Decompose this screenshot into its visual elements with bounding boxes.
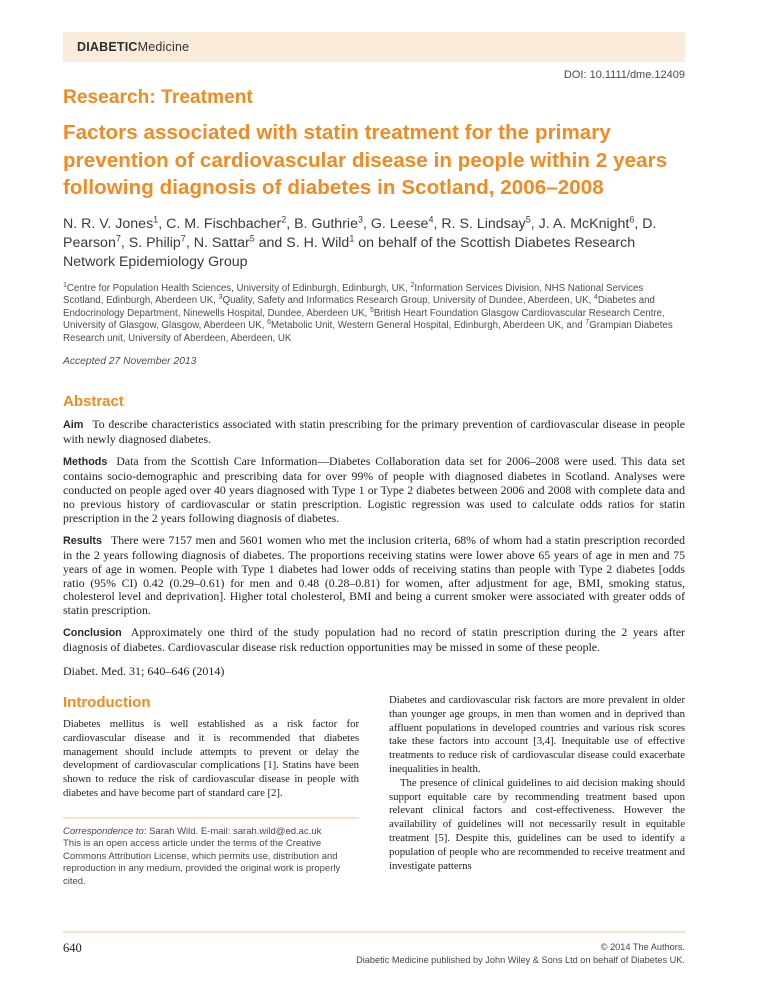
introduction-paragraph: Diabetes mellitus is well established as a risk factor for cardiovascular disease and it is recommended that diabetes management should include attempts to prevent or delay the development of cardiovascular complications [1]. Statins have been shown to reduce the risk of cardiovascular disease in people with diabetes and have become part of standard care [2]. bbox=[63, 718, 359, 800]
copyright-line-1: © 2014 The Authors. bbox=[600, 942, 685, 953]
introduction-heading: Introduction bbox=[63, 694, 151, 712]
correspondence-block bbox=[63, 817, 359, 888]
right-column bbox=[389, 692, 685, 888]
open-access-note: This is an open access article under the terms of the Creative Commons Attribution License, which permits use, distribution and reproduction in any medium, provided the original work is properly cited. bbox=[63, 838, 341, 887]
abstract-paragraph: Conclusion Approximately one third of the study population had no record of statin prescription during the 2 years after diagnosis of diabetes. Cardiovascular disease risk reduction opportunities may be missed in some of these people. bbox=[63, 625, 685, 655]
body-paragraph: Diabetes and cardiovascular risk factors are more prevalent in older than younger age groups, in men than women and in deprived than affluent populations in developed countries and various risk scores take these factors into account [3,4]. Inequitable use of effective treatments to reduce risk of cardiovascular disease could exacerbate inequalities in health. bbox=[389, 694, 685, 776]
author-line: N. R. V. Jones$^1$, C. M. Fischbacher$^2$, B. Guthrie$^3$, G. Leese$^4$, R. S. Lindsay$^5$, J. A. McKnight$^6$, D. Pearson$^7$, S. Philip$^7$, N. Sattar$^5$ and S. H. Wild$^1$ on behalf of the Scottish Diabetes Research Network Epidemiology Group bbox=[63, 213, 657, 270]
left-column bbox=[63, 692, 359, 888]
journal-citation: Diabet. Med. 31; 640–646 (2014) bbox=[63, 664, 225, 679]
abstract-paragraph: Results There were 7157 men and 5601 women who met the inclusion criteria, 68% of whom had a statin prescription recorded in the 2 years following diagnosis of diabetes. The proportions receiving statins were lower above 65 years of age in men and 75 years of age in women. People with Type 1 diabetes had lower odds of receiving statins than people with Type 2 diabetes [odds ratio (95% CI) 0.42 (0.29–0.61) for men and 0.48 (0.28–0.81) for women, after adjustment for age, BMI, smoking status, cholesterol level and deprivation]. Higher total cholesterol, BMI and being a current smoker were associated with greater odds of statin prescription. bbox=[63, 532, 685, 618]
copyright-notice bbox=[356, 941, 685, 966]
doi: DOI: 10.1111/dme.12409 bbox=[563, 69, 685, 81]
masthead-bar bbox=[63, 32, 685, 62]
affiliations: $^1$Centre for Population Health Sciences, University of Edinburgh, Edinburgh, UK, $^2$Information Services Division, NHS National Services Scotland, Edinburgh, Aberdeen UK, $^3$Quality, Safety and Informatics Research Group, University of Dundee, Aberdeen, UK, $^4$Diabetes and Endocrinology Department, Ninewells Hospital, Dundee, Aberdeen UK, $^5$British Heart Foundation Glasgow Cardiovascular Research Centre, University of Glasgow, Glasgow, Aberdeen UK, $^6$Metabolic Unit, Western General Hospital, Edinburgh, Aberdeen UK, and $^7$Grampian Diabetes Research unit, University of Aberdeen, Aberdeen, UK bbox=[63, 281, 673, 344]
journal-logo-regular: Medicine bbox=[137, 40, 190, 54]
abstract-section-label: Results bbox=[63, 534, 103, 547]
page-footer bbox=[63, 931, 685, 966]
abstract-section-label: Aim bbox=[63, 419, 84, 432]
accepted-date: Accepted 27 November 2013 bbox=[63, 356, 197, 368]
page-number: 640 bbox=[63, 941, 82, 956]
two-column-section bbox=[63, 692, 685, 888]
body-paragraph: The presence of clinical guidelines to aid decision making should support equitable care by recommending treatment based upon relevant clinical factors and cost-effectiveness. However the availability of guidelines will not necessarily result in equitable treatment [5]. Despite this, guidelines can be used to identify a population of people who are recommended to receive treatment and investigate patterns bbox=[389, 776, 685, 872]
correspondence-label: Correspondence to bbox=[63, 826, 144, 838]
article-title: Factors associated with statin treatment for the primary prevention of cardiovascular disease in people within 2 years following diagnosis of diabetes in Scotland, 2006–2008 bbox=[63, 121, 668, 199]
correspondence-contact: : Sarah Wild. E-mail: sarah.wild@ed.ac.uk bbox=[143, 826, 322, 838]
abstract-section-label: Conclusion bbox=[63, 627, 122, 640]
copyright-line-2: Diabetic Medicine published by John Wiley & Sons Ltd on behalf of Diabetes UK. bbox=[356, 954, 685, 965]
abstract-section-label: Methods bbox=[63, 456, 108, 469]
abstract-paragraph: Aim To describe characteristics associated with statin prescribing for the primary prevention of cardiovascular disease in people with newly diagnosed diabetes. bbox=[63, 417, 685, 447]
abstract-paragraph: Methods Data from the Scottish Care Information—Diabetes Collaboration data set for 2006–2008 were used. This data set contains socio-demographic and prescribing data for over 99% of people with diagnosed diabetes in Scotland. Analyses were conducted on people aged over 40 years diagnosed with Type 1 or Type 2 diabetes between 2006 and 2008 with complete data and no previous history of cardiovascular or statin prescription. Logistic regression was used to calculate odds ratios for statin prescription in the 2 years following diagnosis of diabetes. bbox=[63, 454, 685, 525]
abstract-body bbox=[63, 418, 685, 655]
journal-logo-bold: DIABETIC bbox=[77, 40, 138, 54]
abstract-heading: Abstract bbox=[63, 393, 124, 411]
journal-logo bbox=[77, 40, 189, 54]
section-label: Research: Treatment bbox=[63, 87, 253, 108]
column-spacer bbox=[63, 801, 359, 817]
